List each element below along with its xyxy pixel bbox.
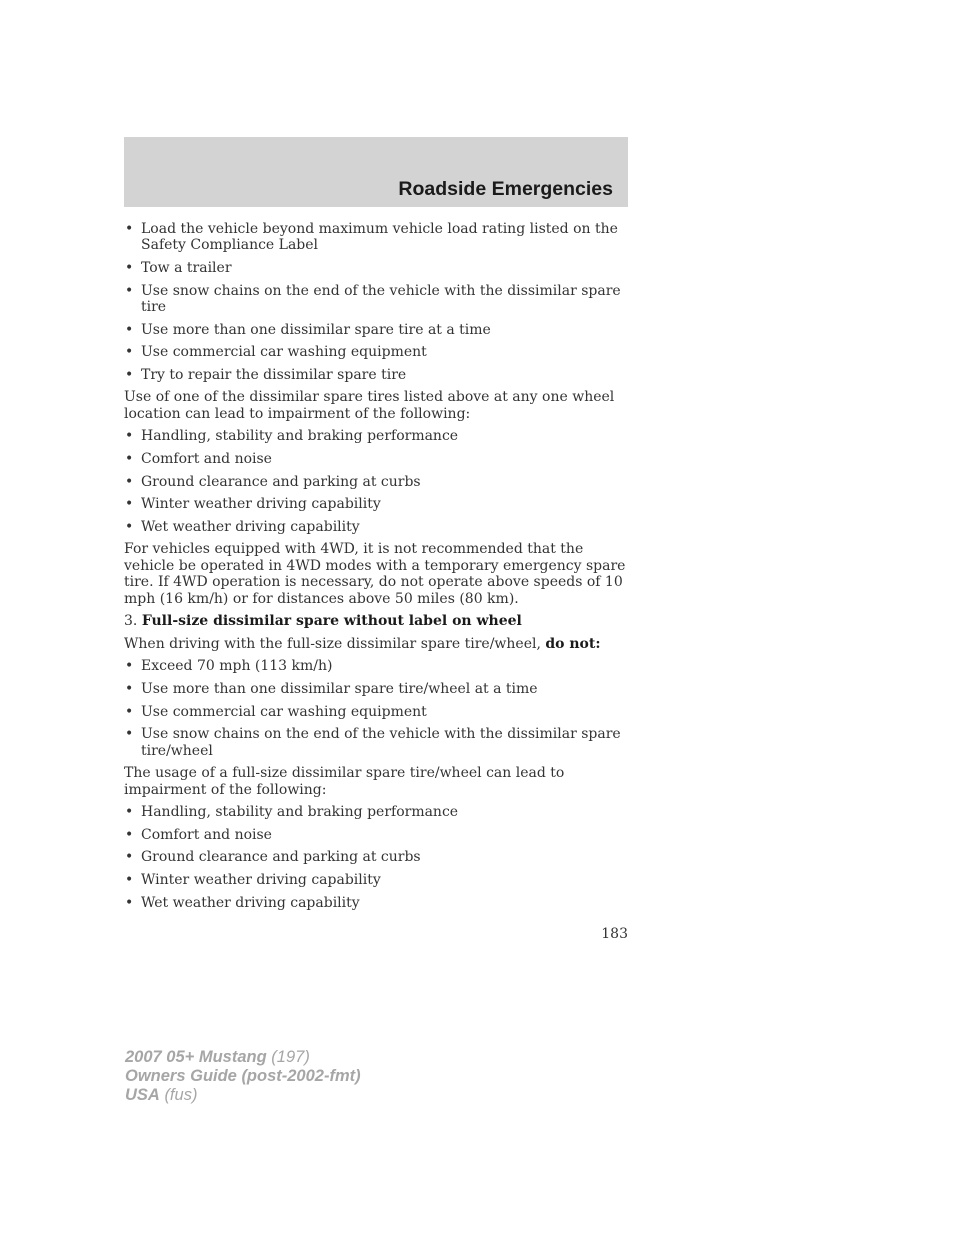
paragraph-4wd-warning: For vehicles equipped with 4WD, it is not recommended that the vehicle be operated in 4WD modes with a temporary emergency spare tire. If 4WD operation is necessary, do not operate above speeds of 10 mph (16 km/h) or for distances above 50 miles (80 km). xyxy=(124,541,626,607)
step-title: Full-size dissimilar spare without label on wheel xyxy=(141,613,522,630)
list-item-text: Comfort and noise xyxy=(141,450,272,467)
paragraph-impairment-intro: Use of one of the dissimilar spare tires listed above at any one wheel location can lead to impairment of the following: xyxy=(124,389,615,422)
step-heading xyxy=(124,613,628,629)
page-content xyxy=(124,221,628,917)
bullet-list-full-size-restrictions xyxy=(124,658,628,759)
footer-line-model xyxy=(125,1048,361,1067)
list-item: • Winter weather driving capability xyxy=(125,871,381,888)
footer-model: 2007 05+ Mustang xyxy=(125,1048,267,1066)
list-item: • Comfort and noise xyxy=(125,826,272,843)
page-number: 183 xyxy=(601,926,628,942)
list-item-text: Tow a trailer xyxy=(141,260,232,276)
list-item-text: Load the vehicle beyond maximum vehicle load rating listed on the Safety Compliance Label xyxy=(141,221,618,254)
footer-line-market xyxy=(125,1086,361,1105)
list-item-text: Ground clearance and parking at curbs xyxy=(141,849,421,866)
bullet-list-full-size-impairments xyxy=(124,804,628,911)
list-item-text: Use snow chains on the end of the vehicle with the dissimilar spare tire/wheel xyxy=(141,726,621,759)
list-item: • Ground clearance and parking at curbs xyxy=(125,849,421,866)
list-item-text: Winter weather driving capability xyxy=(141,871,381,888)
list-item: • Comfort and noise xyxy=(125,450,272,467)
list-item: • Handling, stability and braking performance xyxy=(125,804,459,821)
bullet-list-impairments xyxy=(124,428,628,535)
list-item: • Try to repair the dissimilar spare tire xyxy=(125,366,407,383)
footer-market-code: (fus) xyxy=(164,1086,198,1104)
list-item: • Use more than one dissimilar spare tire at a time xyxy=(125,321,491,338)
list-item: • Use snow chains on the end of the vehicle with the dissimilar spare tire xyxy=(125,282,621,315)
paragraph-do-not-intro xyxy=(124,636,628,652)
list-item-text: Comfort and noise xyxy=(141,826,272,843)
list-item-text: Wet weather driving capability xyxy=(141,894,360,911)
footer-model-code: (197) xyxy=(271,1048,310,1066)
list-item-text: Exceed 70 mph (113 km/h) xyxy=(141,658,333,675)
emphasis-do-not: do not: xyxy=(545,635,601,652)
list-item-text: Winter weather driving capability xyxy=(141,496,381,513)
list-item-text: Use snow chains on the end of the vehicle with the dissimilar spare tire xyxy=(141,282,621,315)
step-number: 3. xyxy=(124,613,138,630)
list-item: • Handling, stability and braking performance xyxy=(125,428,459,445)
list-item: • Use commercial car washing equipment xyxy=(125,703,427,720)
list-item-text: Use commercial car washing equipment xyxy=(141,703,427,720)
list-item-text: Try to repair the dissimilar spare tire xyxy=(141,366,407,383)
list-item: • Use snow chains on the end of the vehicle with the dissimilar spare tire/wheel xyxy=(125,726,621,759)
list-item: • Use commercial car washing equipment xyxy=(125,344,427,361)
paragraph-full-size-impairment-intro: The usage of a full-size dissimilar spare tire/wheel can lead to impairment of the following: xyxy=(124,765,565,798)
list-item-text: Use more than one dissimilar spare tire/wheel at a time xyxy=(141,680,538,697)
bullet-list-restrictions xyxy=(124,221,628,383)
list-item-text: Handling, stability and braking performance xyxy=(141,804,459,821)
section-title: Roadside Emergencies xyxy=(398,178,613,200)
list-item: • Use more than one dissimilar spare tire/wheel at a time xyxy=(125,680,538,697)
paragraph-text: When driving with the full-size dissimilar spare tire/wheel, xyxy=(124,635,541,652)
footer-line-guide xyxy=(125,1067,361,1086)
list-item-text: Use more than one dissimilar spare tire at a time xyxy=(141,321,491,338)
footer-market: USA xyxy=(125,1086,160,1104)
document-footer xyxy=(125,1048,361,1105)
list-item: • Load the vehicle beyond maximum vehicle load rating listed on the Safety Compliance Label xyxy=(125,221,618,254)
list-item-text: Use commercial car washing equipment xyxy=(141,344,427,361)
list-item: • Tow a trailer xyxy=(125,260,232,276)
list-item: • Wet weather driving capability xyxy=(125,894,360,911)
list-item-text: Ground clearance and parking at curbs xyxy=(141,473,421,490)
section-header-band xyxy=(124,137,628,207)
footer-guide: Owners Guide (post-2002-fmt) xyxy=(125,1067,361,1085)
list-item-text: Handling, stability and braking performance xyxy=(141,428,459,445)
list-item: • Wet weather driving capability xyxy=(125,518,360,535)
list-item: • Ground clearance and parking at curbs xyxy=(125,473,421,490)
list-item-text: Wet weather driving capability xyxy=(141,518,360,535)
list-item: • Exceed 70 mph (113 km/h) xyxy=(125,658,333,675)
list-item: • Winter weather driving capability xyxy=(125,496,381,513)
